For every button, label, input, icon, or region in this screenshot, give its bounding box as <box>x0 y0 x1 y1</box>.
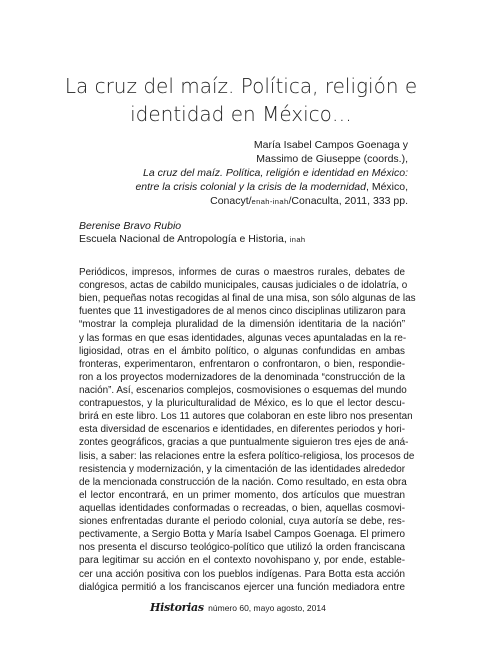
body-line: bien, pequeñas notas recogidas al final de una misa, son sólo algunas de las <box>79 293 416 305</box>
book-editors-line: Massimo de Giuseppe (coords.), <box>256 153 408 165</box>
book-editors-line: María Isabel Campos Goenaga y <box>253 139 408 151</box>
body-line: lisis, a saber: las relaciones entre la esfera político-religiosa, los procesos de <box>79 450 415 462</box>
publisher-smallcaps: enah-inah <box>251 197 289 206</box>
body-line: dialógica permitió a los franciscanos ejercer una función mediadora entre <box>79 581 405 593</box>
review-title-line: identidad en México… <box>130 102 352 126</box>
body-line: contrapuestos, y la pluriculturalidad de México, es lo que el lector descu- <box>79 398 405 410</box>
reviewer-name: Berenise Bravo Rubio <box>79 220 182 232</box>
book-place: , México, <box>365 181 408 193</box>
reviewer-block <box>79 220 306 246</box>
body-line: esta diversidad de escenarios e identidades, en diferentes periodos y hori- <box>79 424 405 436</box>
affiliation-smallcaps: inah <box>289 235 306 244</box>
body-line: ligiosidad, otras en el ámbito político, o algunas confundidas en ambas <box>79 345 405 357</box>
body-line: “mostrar la compleja pluralidad de la dimensión identitaria de la nación” <box>79 319 405 331</box>
body-line: brirá en este libro. Los 11 autores que colaboran en este libro nos presentan <box>79 411 413 423</box>
book-title-line: entre la crisis colonial y la crisis de la modernidad <box>135 181 366 193</box>
body-line: aquellas identidades conformadas o recreadas, o bien, aquellas cosmovi- <box>79 502 405 514</box>
body-line: nación”. Así, escenarios complejos, cosmovisiones o esquemas del mundo <box>79 384 407 396</box>
book-publisher-line <box>68 194 408 209</box>
body-line: fronteras, experimentaron, enfrentaron o confrontaron, o bien, respondie- <box>79 358 405 370</box>
publisher-part: /Conaculta, 2011, 333 pp. <box>288 195 408 207</box>
journal-logo: Historias <box>150 601 204 614</box>
body-line: y las formas en que esas identidades, algunas veces apuntaladas en la re- <box>79 332 407 344</box>
body-line: zontes geográficos, gracias a que puntualmente siguieron tres ejes de aná- <box>79 437 409 449</box>
body-line: el lector encontrará, en un primer momento, dos artículos que muestran <box>79 489 405 501</box>
review-body-text <box>79 266 416 594</box>
body-line: pectivamente, a Sergio Botta y María Isabel Campos Goenaga. El primero <box>79 529 405 541</box>
page-footer <box>150 602 326 614</box>
affiliation-text: Escuela Nacional de Antropología e Historia, <box>79 233 290 245</box>
review-title <box>40 72 442 128</box>
body-line: cer una acción positiva con los pueblos indígenas. Para Botta esta acción <box>79 568 405 580</box>
body-line: de la mencionada construcción de la nación. Como resultado, en esta obra <box>79 476 407 488</box>
bibliographic-reference <box>68 138 408 209</box>
issue-info: número 60, mayo agosto, 2014 <box>208 603 326 613</box>
body-line: ron a los proyectos modernizadores de la denominada “construcción de la <box>79 371 405 383</box>
body-line: congresos, actas de cabildo municipales, causas judiciales o de idolatría, o <box>79 280 408 292</box>
body-line: nos presenta el discurso teológico-político que utilizó la orden franciscana <box>79 542 405 554</box>
book-title-line: La cruz del maíz. Política, religión e identidad en México: <box>143 167 408 179</box>
body-line: fuentes que 11 investigadores de al menos cinco disciplinas utilizaron para <box>79 306 406 318</box>
publisher-part: Conacyt/ <box>210 195 252 207</box>
body-line: siones enfrentadas durante el periodo colonial, cuya autoría se debe, res- <box>79 516 405 528</box>
body-line: resistencia y modernización, y la cimentación de las identidades alrededor <box>79 463 405 475</box>
body-line: Periódicos, impresos, informes de curas o maestros rurales, debates de <box>79 267 405 278</box>
review-title-line: La cruz del maíz. Política, religión e <box>64 74 418 98</box>
body-line: para legitimar su acción en el contexto novohispano y, por ende, estable- <box>79 555 405 567</box>
reviewer-affiliation <box>79 233 306 246</box>
